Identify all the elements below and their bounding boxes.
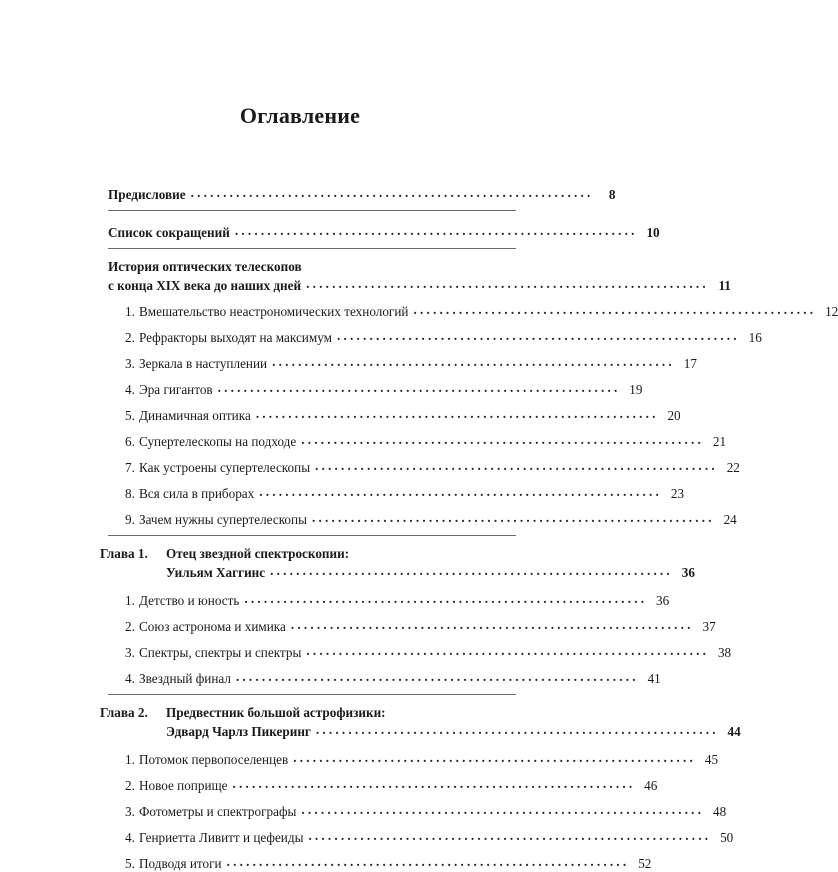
divider — [108, 210, 516, 211]
toc-chapter-2[interactable] — [100, 704, 741, 740]
dot-leader: .............................................................. — [311, 510, 715, 525]
toc-chapter-title-line2: Эдвард Чарлз Пикеринг — [166, 724, 311, 739]
dot-leader: .............................................................. — [234, 223, 638, 238]
list-item[interactable] — [125, 749, 719, 768]
toc-chapter-title-line2: Уильям Хаггинс — [166, 565, 266, 580]
dot-leader: .............................................................. — [315, 458, 718, 473]
dot-leader: .............................................................. — [306, 276, 709, 291]
toc-page-number: 10 — [646, 225, 660, 240]
table-of-contents — [100, 184, 838, 872]
toc-page-number: 50 — [720, 830, 734, 845]
toc-page-number: 48 — [713, 804, 727, 819]
list-item[interactable] — [125, 775, 658, 794]
toc-page-number: 20 — [667, 408, 681, 423]
item-label: Эра гигантов — [139, 382, 213, 397]
dot-leader: .............................................................. — [217, 380, 621, 395]
item-number: 5. — [125, 408, 135, 423]
toc-entry-preface[interactable] — [108, 184, 616, 203]
toc-entry-abbreviations[interactable] — [108, 222, 660, 241]
dot-leader: .............................................................. — [259, 484, 663, 499]
dot-leader: .............................................................. — [290, 617, 694, 632]
dot-leader: .............................................................. — [315, 722, 719, 737]
dot-leader: .............................................................. — [301, 432, 705, 447]
toc-page-number: 21 — [712, 434, 727, 449]
toc-section-history[interactable] — [108, 258, 731, 294]
item-label: Детство и юность — [139, 593, 240, 608]
divider — [108, 535, 516, 536]
item-label: Зачем нужны супертелескопы — [139, 512, 307, 527]
toc-chapter-title-line1: Предвестник большой астрофизики: — [166, 705, 386, 720]
dot-leader: .............................................................. — [293, 750, 697, 765]
dot-leader: .............................................................. — [336, 328, 740, 343]
list-item[interactable] — [125, 327, 762, 346]
item-number: 4. — [125, 671, 135, 686]
item-number: 2. — [125, 778, 135, 793]
list-item[interactable] — [125, 301, 838, 320]
toc-subentries-history — [108, 301, 838, 528]
toc-entry-label: Предисловие — [108, 187, 186, 202]
item-number: 1. — [125, 593, 135, 608]
list-item[interactable] — [125, 616, 716, 635]
item-label: Союз астронома и химика — [139, 619, 286, 634]
toc-section-title-line2: с конца XIX века до наших дней — [108, 278, 302, 293]
item-label: Генриетта Ливитт и цефеиды — [139, 830, 304, 845]
list-item[interactable] — [125, 668, 661, 687]
toc-chapter-1[interactable] — [100, 545, 695, 581]
item-label: Потомок первопоселенцев — [139, 752, 289, 767]
toc-page-number: 41 — [647, 671, 661, 686]
list-item[interactable] — [125, 405, 681, 424]
toc-page-number: 52 — [638, 856, 652, 871]
item-label: Супертелескопы на подходе — [139, 434, 297, 449]
toc-page-number: 36 — [681, 565, 695, 580]
dot-leader: .............................................................. — [226, 854, 630, 869]
toc-page-number: 16 — [748, 330, 762, 345]
toc-page-number: 38 — [717, 645, 732, 660]
toc-page-number: 17 — [683, 356, 697, 371]
item-number: 3. — [125, 804, 135, 819]
toc-section-title-line1: История оптических телескопов — [108, 259, 302, 274]
list-item[interactable] — [125, 431, 727, 450]
toc-page-number: 19 — [629, 382, 643, 397]
divider — [108, 248, 516, 249]
dot-leader: .............................................................. — [306, 643, 710, 658]
list-item[interactable] — [125, 827, 734, 846]
item-label: Спектры, спектры и спектры — [139, 645, 302, 660]
list-item[interactable] — [125, 457, 740, 476]
item-number: 4. — [125, 830, 135, 845]
toc-entry-label: Список сокращений — [108, 225, 230, 240]
item-number: 1. — [125, 304, 135, 319]
item-label: Динамичная оптика — [139, 408, 251, 423]
toc-chapter-title-line1: Отец звездной спектроскопии: — [166, 546, 350, 561]
item-number: 1. — [125, 752, 135, 767]
item-number: 5. — [125, 856, 135, 871]
list-item[interactable] — [125, 353, 697, 372]
item-number: 6. — [125, 434, 135, 449]
item-label: Фотометры и спектрографы — [139, 804, 297, 819]
item-label: Как устроены супертелескопы — [139, 460, 311, 475]
item-number: 4. — [125, 382, 135, 397]
toc-page-number: 37 — [702, 619, 716, 634]
dot-leader: .............................................................. — [413, 302, 817, 317]
item-number: 8. — [125, 486, 135, 501]
toc-page-number: 45 — [704, 752, 719, 767]
item-number: 7. — [125, 460, 135, 475]
toc-page-number: 36 — [656, 593, 670, 608]
list-item[interactable] — [125, 509, 737, 528]
chapter-label: Глава 2. — [100, 705, 148, 720]
list-item[interactable] — [125, 801, 727, 820]
list-item[interactable] — [125, 642, 732, 661]
item-number: 3. — [125, 645, 135, 660]
dot-leader: .............................................................. — [301, 802, 705, 817]
item-label: Рефракторы выходят на максимум — [139, 330, 332, 345]
item-label: Зеркала в наступлении — [139, 356, 268, 371]
dot-leader: .............................................................. — [232, 776, 636, 791]
item-label: Звездный финал — [139, 671, 231, 686]
page-title: Оглавление — [239, 103, 361, 128]
toc-subentries-chapter-1 — [108, 590, 732, 687]
toc-page-number: 46 — [644, 778, 658, 793]
dot-leader: .............................................................. — [235, 669, 639, 684]
dot-leader: .............................................................. — [255, 406, 659, 421]
toc-page-number: 12 — [825, 304, 838, 319]
dot-leader: .............................................................. — [190, 185, 594, 200]
toc-page-number: 8 — [608, 187, 616, 202]
dot-leader: .............................................................. — [270, 563, 673, 578]
dot-leader: .............................................................. — [244, 591, 648, 606]
toc-page-number: 11 — [718, 278, 731, 293]
divider — [108, 694, 516, 695]
item-label: Новое поприще — [139, 778, 228, 793]
toc-page-number: 24 — [723, 512, 737, 527]
item-number: 9. — [125, 512, 135, 527]
list-item[interactable] — [125, 379, 643, 398]
item-label: Вмешательство неастрономических технологий — [139, 304, 409, 319]
list-item[interactable] — [125, 483, 685, 502]
dot-leader: .............................................................. — [272, 354, 675, 369]
item-label: Подводя итоги — [139, 856, 222, 871]
item-number: 3. — [125, 356, 135, 371]
toc-page-number: 44 — [727, 724, 741, 739]
dot-leader: .............................................................. — [308, 828, 712, 843]
item-number: 2. — [125, 330, 135, 345]
list-item[interactable] — [125, 590, 670, 609]
toc-page-number: 22 — [726, 460, 740, 475]
chapter-label: Глава 1. — [100, 546, 148, 561]
toc-subentries-chapter-2 — [108, 749, 734, 872]
item-label: Вся сила в приборах — [139, 486, 255, 501]
item-number: 2. — [125, 619, 135, 634]
toc-page-number: 23 — [670, 486, 685, 501]
list-item[interactable] — [125, 853, 652, 872]
